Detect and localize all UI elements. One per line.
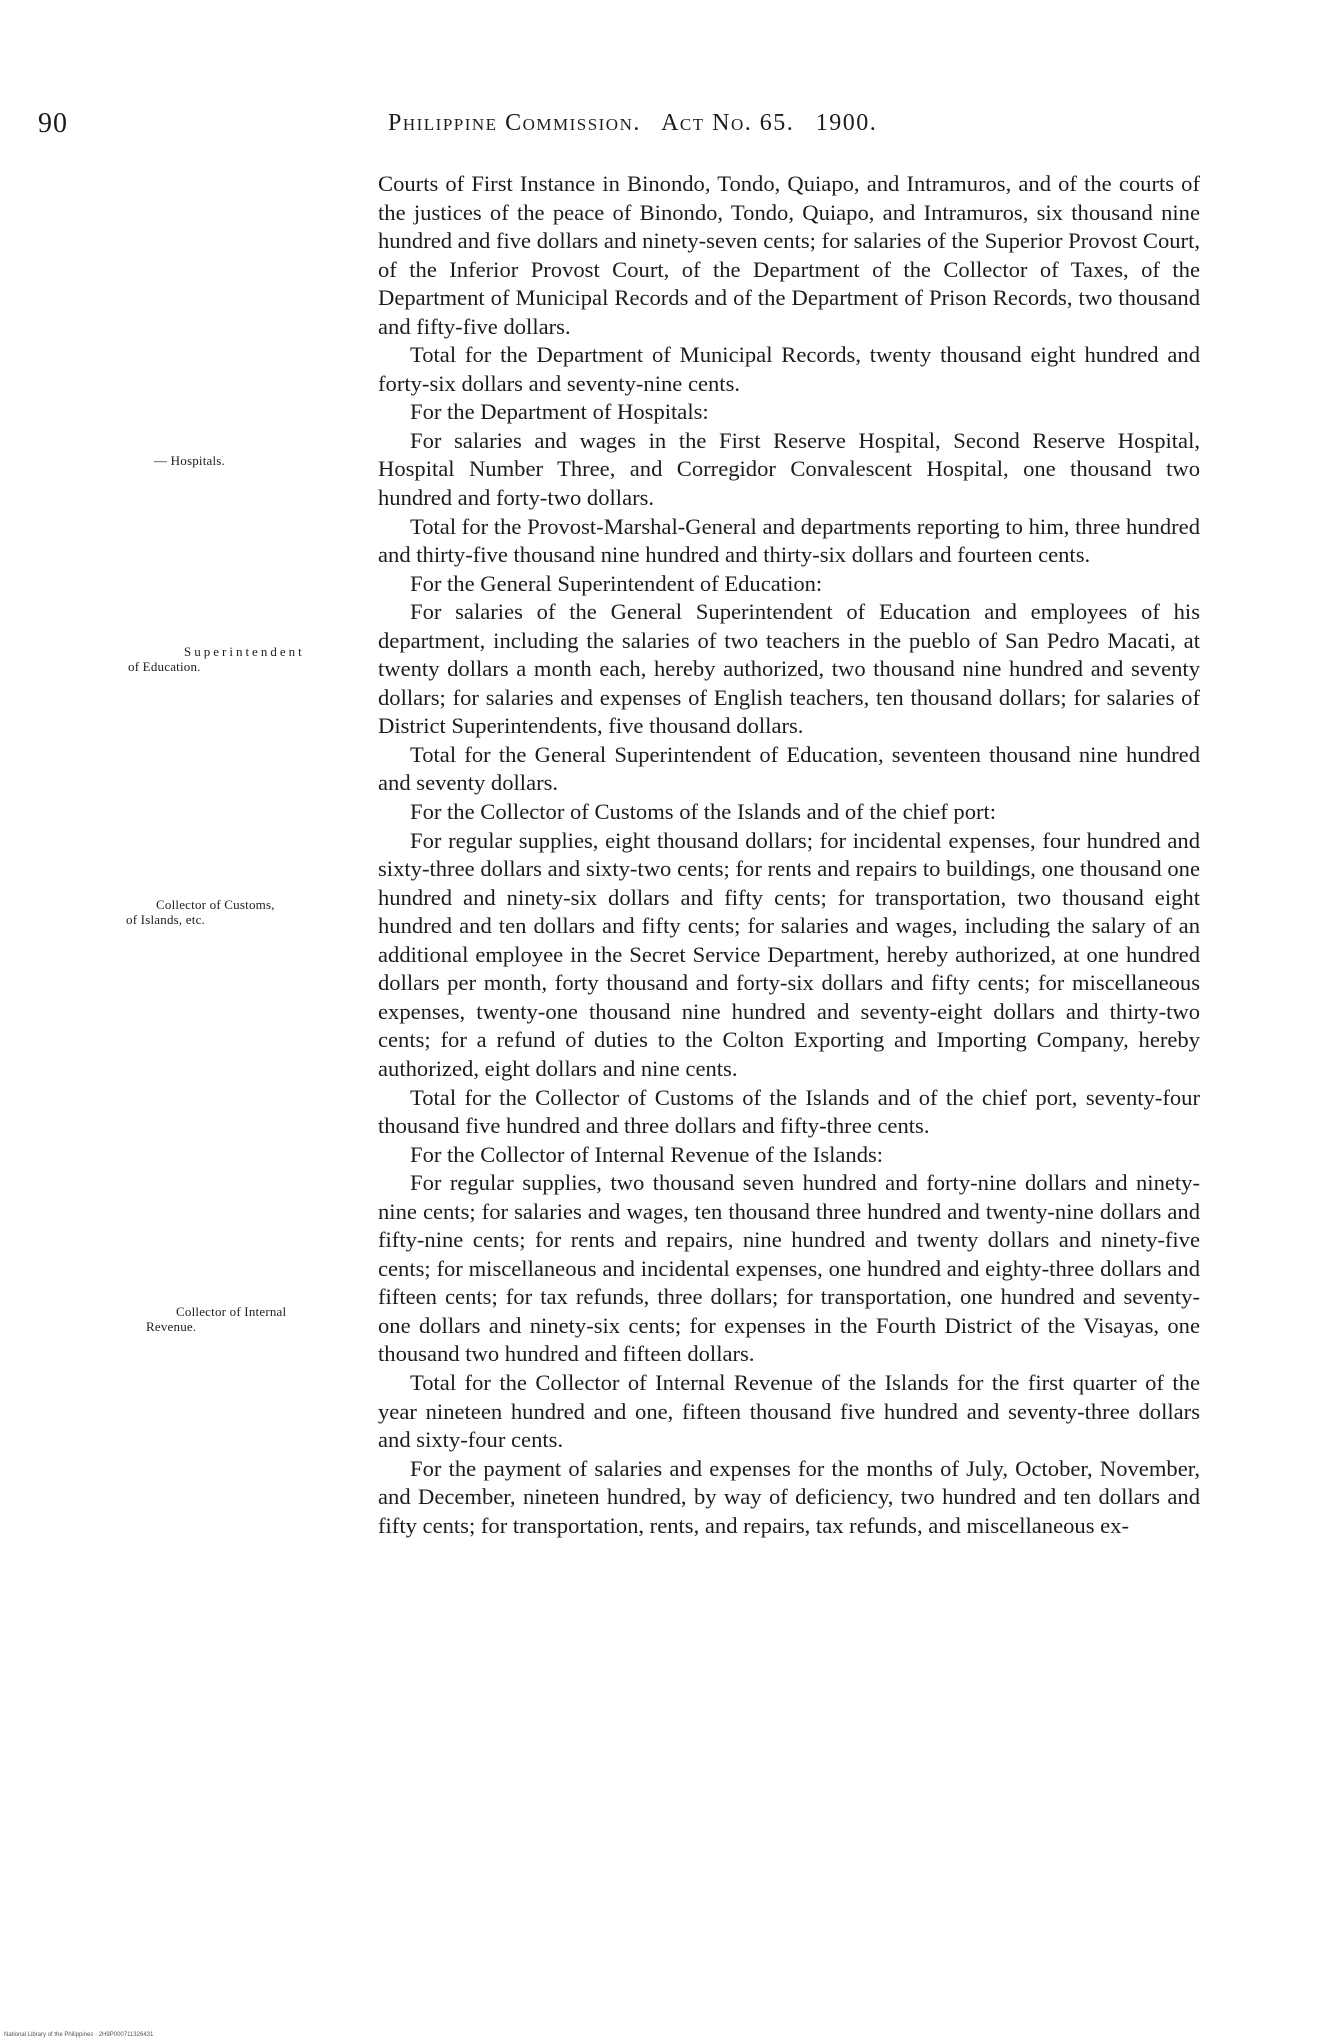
sidenote-education-line2: of Education. <box>128 659 201 674</box>
paragraph: For salaries of the General Superintendent of Education and employees of his department, including the salaries of two teachers in the pueblo of San Pedro Macati, at twenty dollars a month each, hereby authorized, two thousand nine hundred and seventy dollars; for salaries and expenses of English teachers, ten thousand dollars; for salaries of District Superintendents, five thousand dollars. <box>378 599 1200 739</box>
paragraph: Total for the Provost-Marshal-General and departments reporting to him, three hundred and thirty-five thousand nine hundred and thirty-six dollars and fourteen cents. <box>378 513 1200 568</box>
sidenote-education-line1: Superintendent <box>184 644 305 659</box>
paragraph-heading: For the Collector of Customs of the Islands and of the chief port: <box>410 799 997 825</box>
running-head <box>388 110 1208 137</box>
sidenote-customs-line2: of Islands, etc. <box>126 912 206 927</box>
paragraph: Total for the General Superintendent of Education, seventeen thousand nine hundred and seventy dollars. <box>378 741 1200 796</box>
page-number: 90 <box>38 108 68 139</box>
paragraph: For salaries and wages in the First Reserve Hospital, Second Reserve Hospital, Hospital Number Three, and Corregidor Convalescent Hospital, one thousand two hundred and forty-two dollars. <box>378 427 1200 511</box>
sidenote-hospitals <box>140 453 376 468</box>
paragraph: For regular supplies, two thousand seven hundred and forty-nine dollars and ninety-nine cents; for salaries and wages, ten thousand three hundred and twenty-nine dollars and fifty-nine cents; for rents and repairs, nine hundred and twenty dollars and ninety-five cents; for miscellaneous and incidental expenses, one hundred and eighty-three dollars and fifteen cents; for tax refunds, three dollars; for transportation, one hundred and seventy-one dollars and ninety-six cents; for expenses in the Fourth District of the Visayas, one thousand two hundred and fifteen dollars. <box>378 1170 1200 1367</box>
footer-credit: National Library of the Philippines · 2H9P000711326431 <box>4 2032 154 2038</box>
paragraph: For the payment of salaries and expenses for the months of July, October, November, and December, nineteen hundred, by way of deficiency, two hundred and ten dollars and fifty cents; for transportation, rents, and repairs, tax refunds, and miscellaneous ex- <box>378 1455 1200 1538</box>
sidenote-internal-revenue <box>146 1304 382 1334</box>
sidenote-hospitals-text: — Hospitals. <box>154 453 226 468</box>
paragraph-heading: For the Department of Hospitals: <box>410 399 709 425</box>
sidenote-customs-line1: Collector of Customs, <box>156 897 275 912</box>
paragraph-heading: For the General Superintendent of Education: <box>410 570 823 596</box>
running-head-act: Act No. 65. <box>661 110 795 136</box>
body-text <box>378 170 1200 1540</box>
sidenote-internal-line2: Revenue. <box>146 1319 197 1334</box>
paragraph: Total for the Collector of Internal Revenue of the Islands for the first quarter of the year nineteen hundred and one, fifteen thousand five hundred and seventy-three dollars and sixty-four cents. <box>378 1369 1200 1453</box>
running-head-title: Philippine Commission. <box>388 110 641 136</box>
sidenote-education <box>128 644 364 674</box>
paragraph: Total for the Department of Municipal Records, twenty thousand eight hundred and forty-six dollars and seventy-nine cents. <box>378 342 1200 396</box>
paragraph: For regular supplies, eight thousand dollars; for incidental expenses, four hundred and sixty-three dollars and sixty-two cents; for rents and repairs to buildings, one thousand one hundred and ninety-six dollars and fifty cents; for transportation, two thousand eight hundred and ten dollars and fifty cents; for salaries and wages, including the salary of an additional employee in the Secret Service Department, hereby authorized, at one hundred dollars per month, forty thousand and forty-six dollars and fifty cents; for miscellaneous expenses, twenty-one thousand nine hundred and seventy-eight dollars and thirty-two cents; for a refund of duties to the Colton Exporting and Importing Company, hereby authorized, eight dollars and nine cents. <box>378 827 1200 1081</box>
running-head-year: 1900. <box>815 110 878 136</box>
paragraph-heading: For the Collector of Internal Revenue of the Islands: <box>410 1141 884 1167</box>
paragraph: Total for the Collector of Customs of the Islands and of the chief port, seventy-four thousand five hundred and three dollars and fifty-three cents. <box>378 1084 1200 1139</box>
sidenote-internal-line1: Collector of Internal <box>176 1304 287 1319</box>
paragraph: Courts of First Instance in Binondo, Tondo, Quiapo, and Intramuros, and of the courts of the justices of the peace of Binondo, Tondo, Quiapo, and Intramuros, six thousand nine hundred and five dollars and ninety-seven cents; for salaries of the Superior Provost Court, of the Inferior Provost Court, of the Department of the Collector of Taxes, of the Department of Municipal Records and of the Department of Prison Records, two thousand and fifty-five dollars. <box>378 171 1200 339</box>
sidenote-customs <box>126 897 362 927</box>
